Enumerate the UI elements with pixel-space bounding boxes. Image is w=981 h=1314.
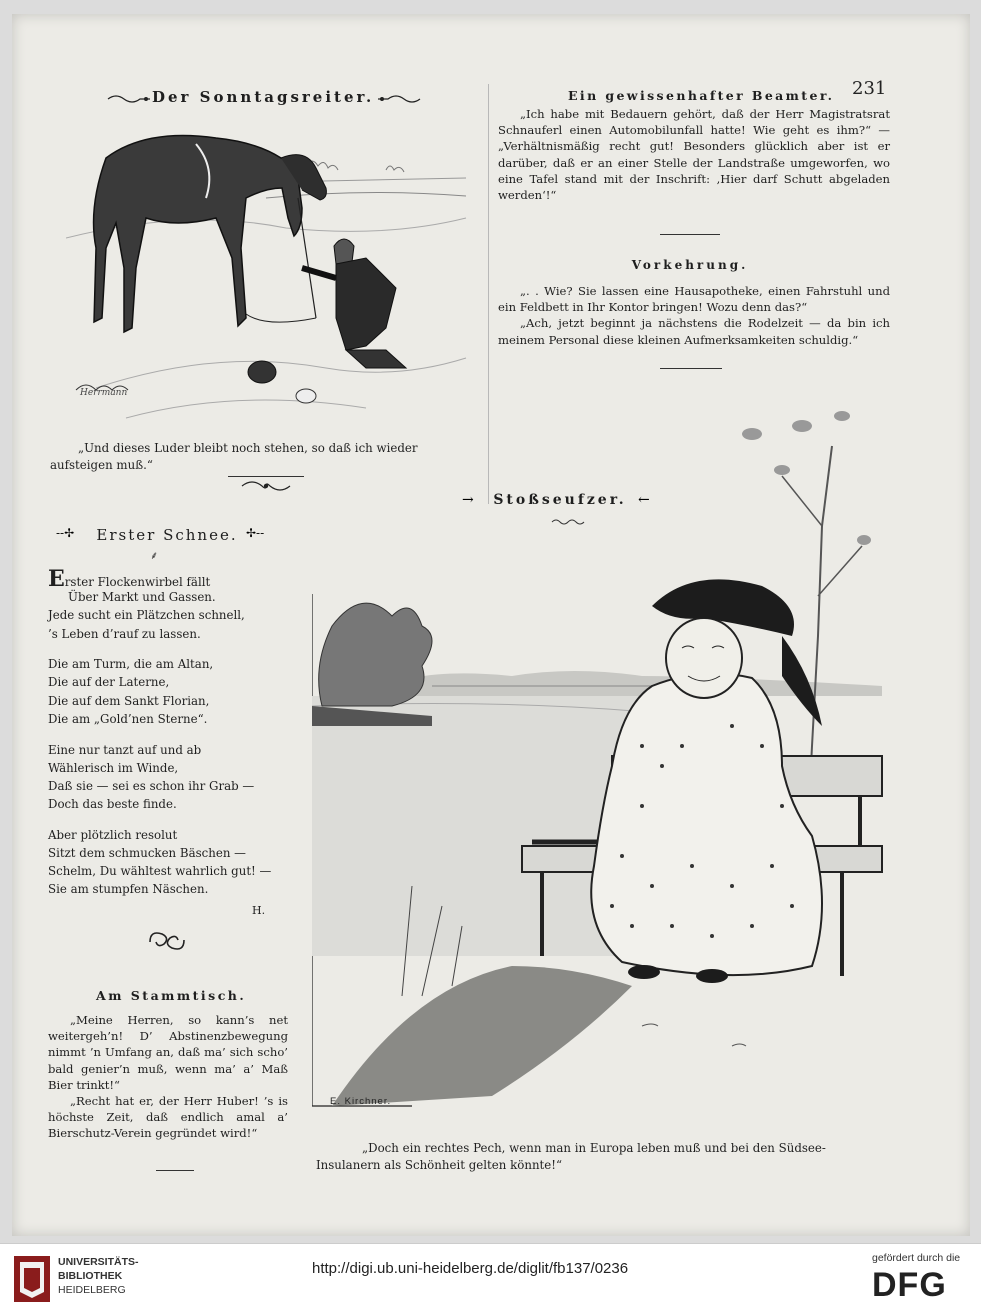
logo-line-3: HEIDELBERG	[58, 1284, 126, 1296]
poem-line-text: rster Flockenwirbel fällt	[64, 575, 211, 589]
beamter-title: Ein gewissenhafter Beamter.	[568, 88, 835, 103]
poem-line: Die auf dem Sankt Florian,	[48, 693, 210, 708]
sonntagsreiter-heading	[100, 86, 430, 112]
stossseufzer-title: Stoßseufzer.	[493, 492, 627, 508]
vignette-ornament-icon	[238, 478, 294, 494]
stossseufzer-caption-line2: Insulanern als Schönheit gelten könnte!“	[316, 1158, 563, 1172]
vorkehrung-text	[498, 283, 890, 348]
poem-line: Die am Turm, die am Altan,	[48, 657, 214, 672]
separator-rule	[228, 476, 304, 477]
citation-url[interactable]: http://digi.ub.uni-heidelberg.de/diglit/fb137/0236	[312, 1260, 629, 1277]
small-ornament-icon: ⸙	[150, 549, 159, 562]
poem-line: Sitzt dem schmucken Bäschen —	[48, 845, 246, 860]
flourish-ornament-icon	[144, 926, 190, 956]
stanza-2	[48, 655, 271, 728]
poem-line: Eine nur tanzt auf und ab	[48, 742, 202, 757]
logo-line-1: UNIVERSITÄTS-	[58, 1256, 139, 1268]
page-number: 231	[852, 78, 887, 99]
poem-line: Daß sie — sei es schon ihr Grab —	[48, 778, 255, 793]
stanza-1	[48, 566, 271, 643]
stammtisch-paragraph-2: „Recht hat er, der Herr Huber! ’s is höchste Zeit, daß endlich amal a’ Bierschutz-Verein gegründet wird!“	[48, 1094, 288, 1141]
poem-line: Über Markt und Gassen.	[68, 590, 216, 605]
beamter-text	[498, 106, 890, 203]
erster-schnee-heading	[56, 526, 276, 548]
flourish-right-icon	[376, 93, 422, 105]
beamter-paragraph: „Ich habe mit Bedauern gehört, daß der Herr Magistratsrat Schnauferl einen Automobilunfall hatte! Wie geht es ihm?“ — „Verhältnismäßig recht gut! Besonders glücklich aber ist er darüber, daß er an einer Stelle der Landstraße umgeworfen, wo eine Tafel stand mit der Inschrift: ‚Hier darf Schutt abgeladen werden‘!“	[498, 107, 890, 203]
separator-rule	[660, 234, 720, 235]
vorkehrung-paragraph-2: „Ach, jetzt beginnt ja nächstens die Rodelzeit — da bin ich meinem Personal diese kleinen Aufmerksamkeiten schuldig.“	[498, 316, 890, 347]
poem-line: Jede sucht ein Plätzchen schnell,	[48, 608, 245, 623]
drop-cap: E	[48, 566, 65, 592]
sonntagsreiter-caption-line2: aufsteigen muß.“	[50, 458, 153, 472]
dfg-logo: DFG	[872, 1266, 947, 1304]
separator-rule	[156, 1170, 194, 1171]
woman-bench-illustration	[312, 386, 892, 1112]
stossseufzer-signature: E. Kirchner.	[330, 1096, 392, 1107]
separator-rule	[660, 368, 722, 369]
flourish-left-icon	[106, 93, 152, 105]
stanza-3	[48, 741, 271, 814]
poem-line: Doch das beste finde.	[48, 797, 177, 812]
arrow-right-icon: →	[462, 492, 474, 508]
viewer-footer	[0, 1243, 981, 1314]
poem-line: ’s Leben d’rauf zu lassen.	[48, 626, 201, 641]
sonntagsreiter-caption-line1: „Und dieses Luder bleibt noch stehen, so daß ich wieder	[78, 441, 418, 455]
poem-line-1	[48, 566, 271, 592]
university-seal-icon	[12, 1252, 52, 1306]
sonntagsreiter-title: Der Sonntagsreiter.	[152, 88, 375, 106]
dash-ornament-right-icon: ✢--	[246, 526, 265, 540]
stossseufzer-caption-line1: „Doch ein rechtes Pech, wenn man in Europa leben muß und bei den Südsee-	[362, 1141, 826, 1155]
logo-line-2: BIBLIOTHEK	[58, 1270, 123, 1282]
vorkehrung-title: Vorkehrung.	[631, 258, 749, 272]
poem-line: Wählerisch im Winde,	[48, 760, 179, 775]
poem-line: Die am „Gold’nen Sterne“.	[48, 711, 208, 726]
poem-author: H.	[252, 904, 266, 917]
poem-line: Sie am stumpfen Näschen.	[48, 882, 209, 897]
erster-schnee-poem	[48, 566, 272, 911]
stammtisch-paragraph-1: „Meine Herren, so kann’s net weitergeh’n! D’ Abstinenzbewegung nimmt ’n Umfang an, daß ma’ sich scho’ bald genier’n muß, wenn ma’ a’ Maß Bier trinkt!“	[48, 1013, 288, 1092]
erster-schnee-title: Erster Schnee.	[96, 526, 238, 544]
horse-rider-illustration	[66, 118, 476, 428]
dash-ornament-left-icon: --✢	[56, 526, 75, 540]
stammtisch-title: Am Stammtisch.	[96, 988, 247, 1003]
poem-line: Schelm, Du wähltest wahrlich gut! —	[48, 864, 272, 879]
funding-note: gefördert durch die	[872, 1252, 961, 1264]
stanza-4	[48, 826, 271, 899]
vorkehrung-paragraph-1: „. . Wie? Sie lassen eine Hausapotheke, einen Fahrstuhl und ein Feldbett in Ihr Kontor bringen! Wozu denn das?“	[498, 284, 890, 315]
arrow-left-icon: ←	[638, 492, 650, 508]
stammtisch-text	[48, 1012, 288, 1142]
poem-line: Die auf der Laterne,	[48, 675, 170, 690]
poem-line: Aber plötzlich resolut	[48, 827, 178, 842]
sonntagsreiter-signature: Herrmann	[80, 388, 128, 398]
